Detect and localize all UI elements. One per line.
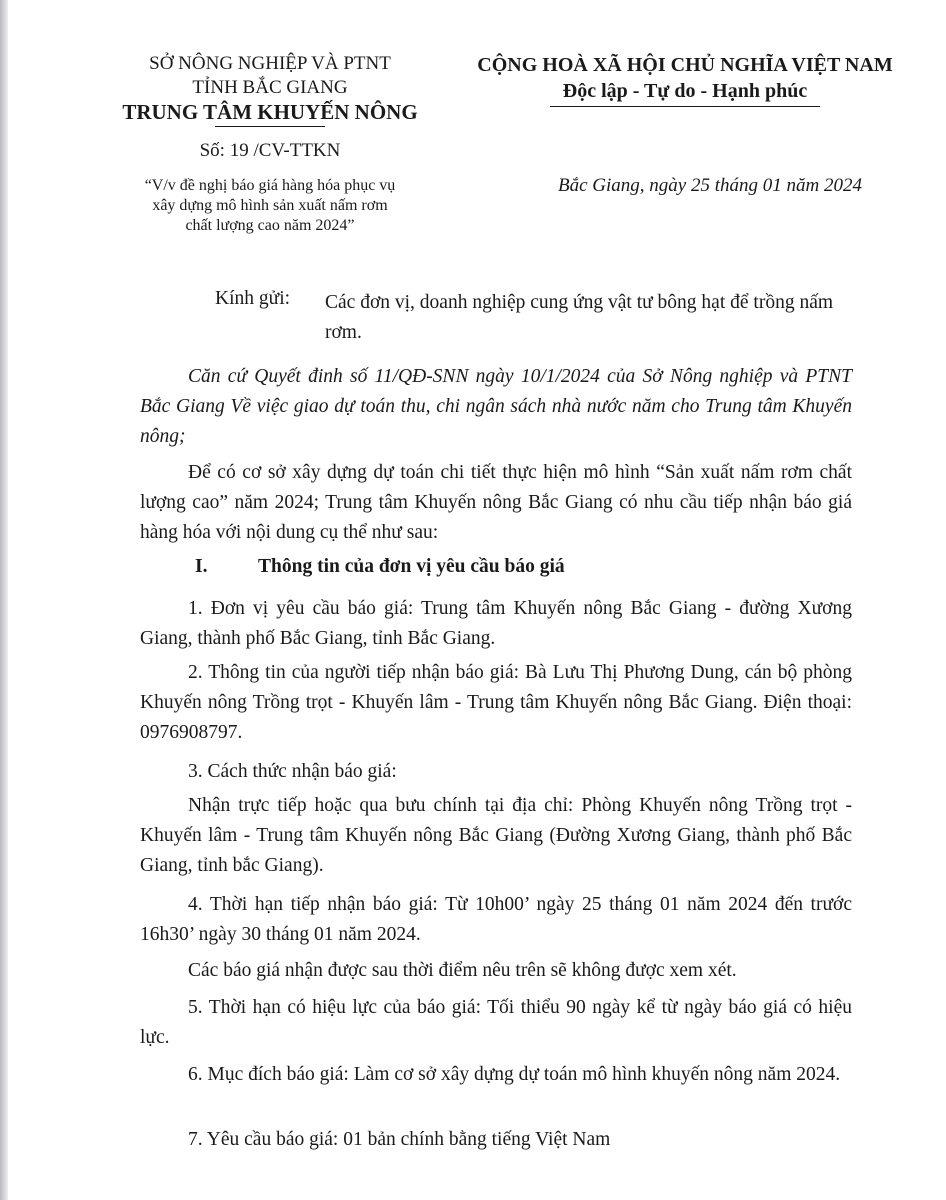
document-date: Bắc Giang, ngày 25 tháng 01 năm 2024 [558, 175, 862, 196]
national-heading [460, 52, 910, 107]
item-6 [140, 1060, 852, 1090]
document-number: Số: 19 /CV-TTKN [199, 140, 341, 161]
item-1 [140, 594, 852, 654]
item-7-text: 7. Yêu cầu báo giá: 01 bản chính bằng tiếng Việt Nam [188, 1129, 611, 1150]
item-3-detail [140, 791, 852, 881]
address-label: Kính gửi: [215, 288, 291, 309]
item-3-text: 3. Cách thức nhận báo giá: [188, 761, 397, 782]
country-name: CỘNG HOÀ XÃ HỘI CHỦ NGHĨA VIỆT NAM [477, 54, 893, 76]
item-3-detail-text: Nhận trực tiếp hoặc qua bưu chính tại địa chỉ: Phòng Khuyến nông Trồng trọt - Khuyến lâm - Trung tâm Khuyến nông Bắc Giang (Đường Xương Giang, thành phố Bắc Giang, tỉnh bắc Giang). [140, 795, 852, 876]
item-4 [140, 890, 852, 950]
subject-line-3: chất lượng cao năm 2024” [185, 217, 355, 234]
item-2 [140, 658, 852, 748]
item-3 [140, 757, 852, 787]
document-subject [110, 176, 430, 236]
subject-line-1: “V/v đề nghị báo giá hàng hóa phục vụ [144, 177, 396, 194]
item-6-text: 6. Mục đích báo giá: Làm cơ sở xây dựng dự toán mô hình khuyến nông năm 2024. [188, 1064, 841, 1085]
agency-name: TRUNG TÂM KHUYẾN NÔNG [122, 100, 418, 124]
section-number: I. [195, 556, 208, 577]
intro-text: Để có cơ sở xây dựng dự toán chi tiết thực hiện mô hình “Sản xuất nấm rơm chất lượng cao” năm 2024; Trung tâm Khuyến nông Bắc Giang có nhu cầu tiếp nhận báo giá hàng hóa với nội dung cụ thể như sau: [140, 462, 852, 543]
motto-underline [550, 106, 820, 107]
issuing-agency [100, 52, 440, 127]
basis-paragraph [140, 362, 852, 452]
item-4-note [140, 956, 852, 986]
item-4-text: 4. Thời hạn tiếp nhận báo giá: Từ 10h00’ ngày 25 tháng 01 năm 2024 đến trước 16h30’ ngày 30 tháng 01 năm 2024. [140, 894, 852, 945]
agency-line-1: SỞ NÔNG NGHIỆP VÀ PTNT [149, 53, 391, 74]
item-5-text: 5. Thời hạn có hiệu lực của báo giá: Tối thiểu 90 ngày kể từ ngày báo giá có hiệu lực. [140, 997, 852, 1048]
agency-line-2: TỈNH BẮC GIANG [192, 77, 348, 98]
intro-paragraph [140, 458, 852, 548]
item-1-text: 1. Đơn vị yêu cầu báo giá: Trung tâm Khuyến nông Bắc Giang - đường Xương Giang, thành phố Bắc Giang, tỉnh Bắc Giang. [140, 598, 852, 649]
subject-line-2: xây dựng mô hình sản xuất nấm rơm [152, 197, 388, 214]
motto: Độc lập - Tự do - Hạnh phúc [562, 80, 808, 102]
section-heading [195, 556, 565, 578]
item-2-text: 2. Thông tin của người tiếp nhận báo giá: Bà Lưu Thị Phương Dung, cán bộ phòng Khuyến nông Trồng trọt - Khuyến lâm - Trung tâm Khuyến nông Bắc Giang. Điện thoại: 0976908797. [140, 662, 852, 743]
item-7 [140, 1125, 852, 1155]
recipient: Các đơn vị, doanh nghiệp cung ứng vật tư bông hạt để trồng nấm rơm. [325, 292, 834, 343]
section-title: Thông tin của đơn vị yêu cầu báo giá [258, 556, 565, 577]
basis-text: Căn cứ Quyết đinh số 11/QĐ-SNN ngày 10/1/2024 của Sở Nông nghiệp và PTNT Bắc Giang Về việc giao dự toán thu, chi ngân sách nhà nước năm cho Trung tâm Khuyến nông; [140, 366, 852, 447]
item-4-note-text: Các báo giá nhận được sau thời điểm nêu trên sẽ không được xem xét. [188, 960, 737, 981]
agency-underline [215, 126, 325, 127]
item-5 [140, 993, 852, 1053]
